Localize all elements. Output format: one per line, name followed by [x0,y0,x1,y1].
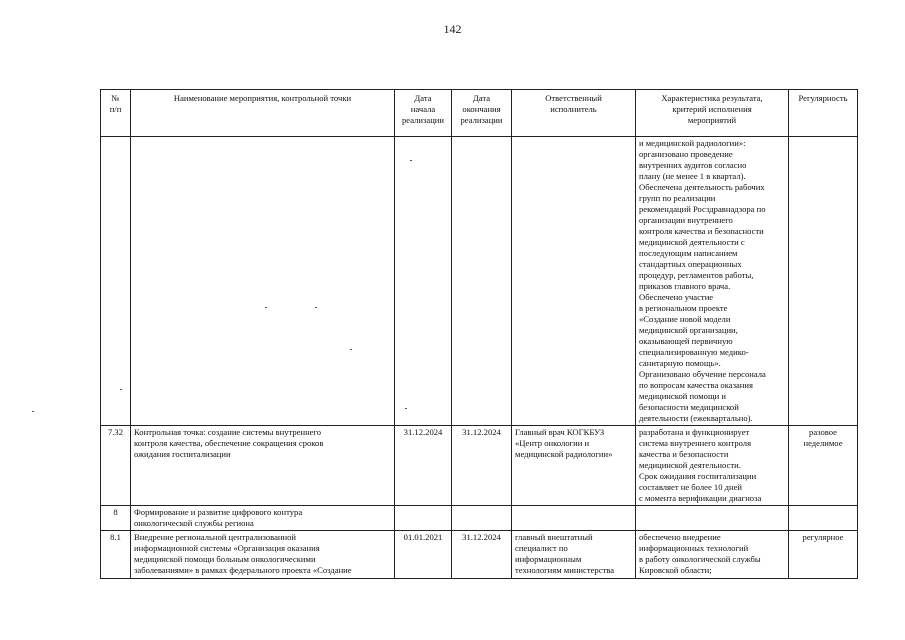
row-number: 7.32 [101,426,131,506]
row-number: 8.1 [101,531,131,579]
row-event-name: Формирование и развитие цифрового контура онкологической службы региона [131,506,395,531]
header-start-date: Дата начала реализации [395,90,452,137]
row-event-name: Внедрение региональной централизованной информационной системы «Организация оказания медицинской помощи больным онкологическими заболеваниями» в рамках федерального проекта «Создание [131,531,395,579]
row-start-date [395,506,452,531]
row-regularity: регулярное [789,531,858,579]
page-number: 142 [443,22,462,36]
row-end-date: 31.12.2024 [452,531,512,579]
row-end-date [452,506,512,531]
header-event-name: Наименование мероприятия, контрольной точки [131,90,395,137]
row-event-name: Контрольная точка: создание системы внутреннего контроля качества, обеспечение сокращения сроков ожидания госпитализации [131,426,395,506]
row-result: разработана и функционирует система внутреннего контроля качества и безопасности медицинской деятельности. Срок ожидания госпитализации составляет не более 10 дней с момента верификации диагноза [636,426,789,506]
row-result [636,506,789,531]
row-responsible [512,137,636,426]
row-number: 8 [101,506,131,531]
row-end-date [452,137,512,426]
row-start-date: 01.01.2021 [395,531,452,579]
header-result: Характеристика результата, критерий исполнения мероприятий [636,90,789,137]
row-responsible [512,506,636,531]
row-start-date: 31.12.2024 [395,426,452,506]
row-regularity [789,137,858,426]
header-regularity: Регулярность [789,90,858,137]
table-row [101,426,858,506]
row-end-date: 31.12.2024 [452,426,512,506]
table-row [101,137,858,426]
row-regularity: разовое неделимое [789,426,858,506]
row-responsible: Главный врач КОГКБУЗ «Центр онкологии и медицинской радиологии» [512,426,636,506]
row-result: и медицинской радиологии»: организовано проведение внутренних аудитов согласно плану (не менее 1 в квартал). Обеспечена деятельность рабочих групп по реализации рекомендаций Росздравнадзора по организации внутреннего контроля качества и безопасности медицинской деятельности с последующим написанием стандартных операционных процедур, регламентов работы, приказов главного врача. Обеспечено участие в региональном проекте «Создание новой модели медицинской организации, оказывающей первичную специализированную медико- санитарную помощь». Организовано обучение персонала по вопросам качества оказания медицинской помощи и безопасности медицинской деятельности (ежеквартально). [636,137,789,426]
table-row [101,506,858,531]
scan-speck [32,411,34,412]
header-number: № п/п [101,90,131,137]
row-responsible: главный внештатный специалист по информационным технологиям министерства [512,531,636,579]
table-header-row [101,90,858,137]
table-row [101,531,858,579]
row-event-name [131,137,395,426]
row-regularity [789,506,858,531]
header-end-date: Дата окончания реализации [452,90,512,137]
row-number [101,137,131,426]
header-responsible: Ответственный исполнитель [512,90,636,137]
row-start-date [395,137,452,426]
events-table [100,89,858,579]
row-result: обеспечено внедрение информационных технологий в работу онкологической службы Кировской области; [636,531,789,579]
